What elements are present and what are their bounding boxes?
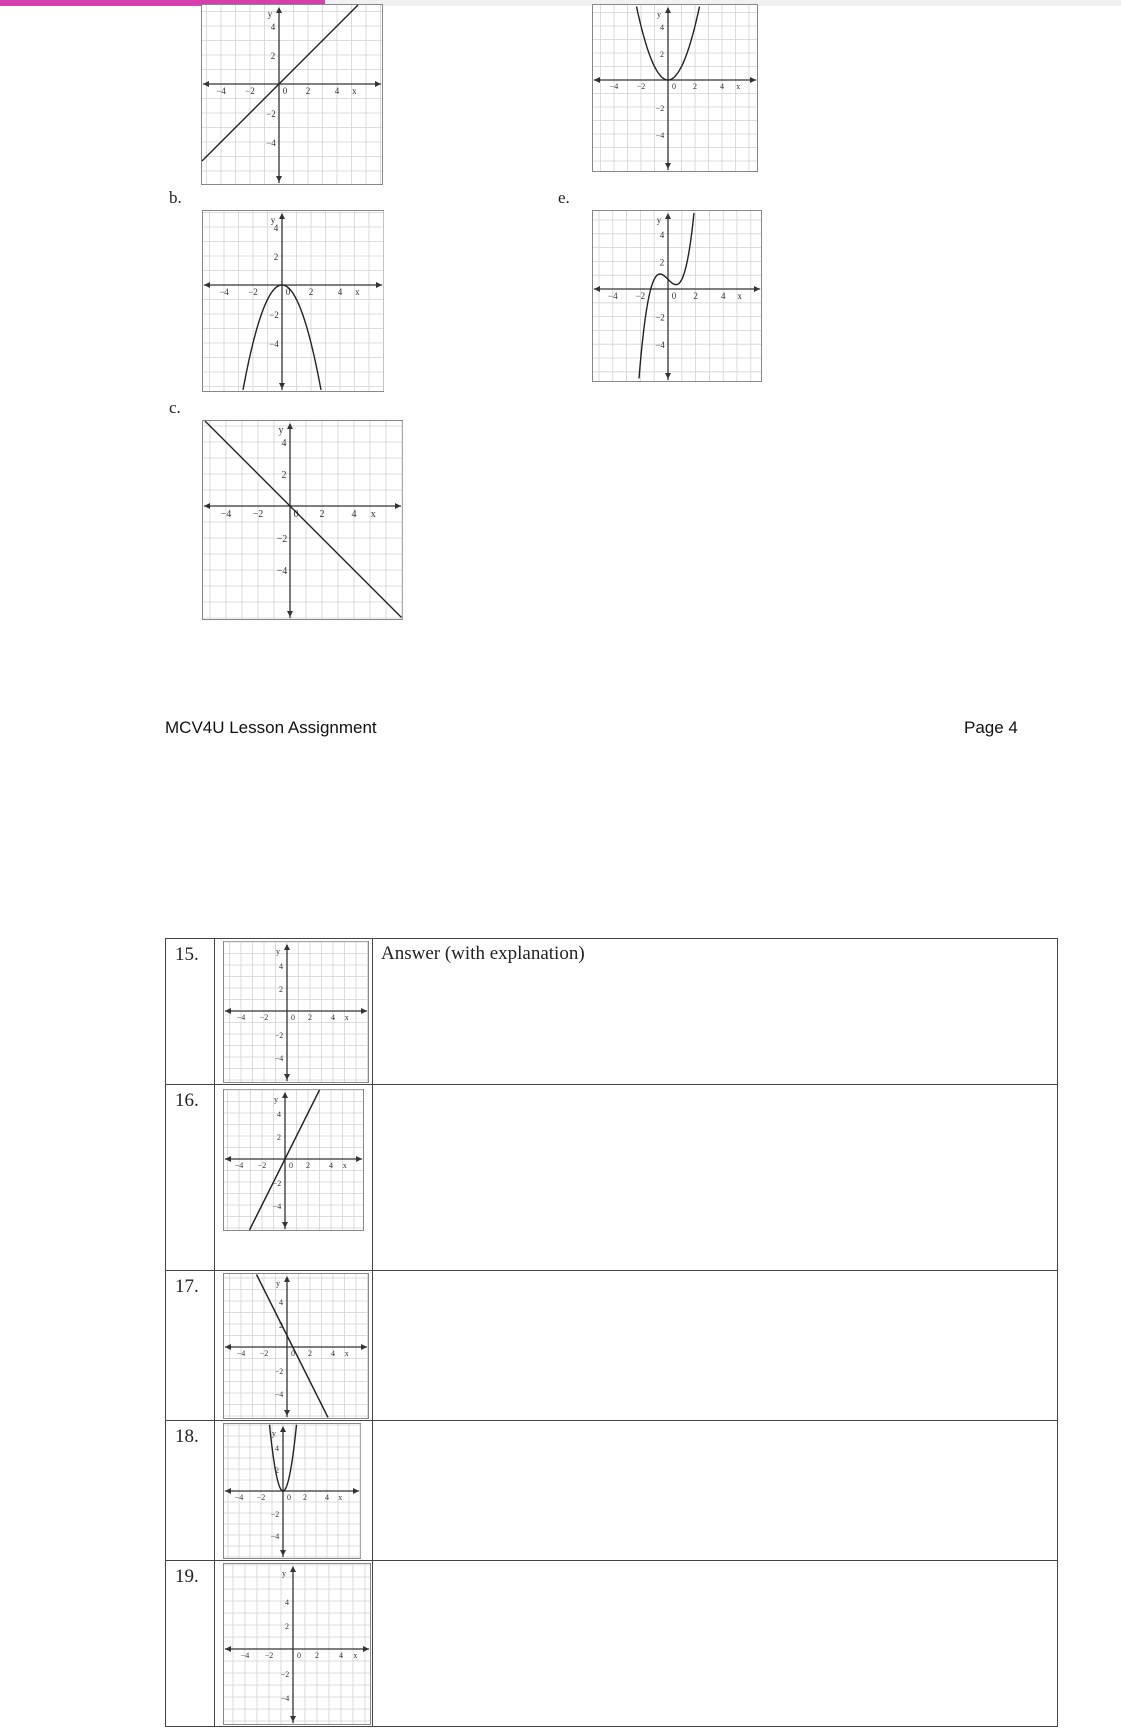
question-number: 17. [175, 1276, 199, 1297]
origin-label: 0 [297, 1651, 301, 1660]
x-tick-label: 2 [303, 1493, 307, 1502]
y-tick-label: −2 [276, 534, 288, 545]
x-tick-label: −2 [257, 1161, 267, 1170]
x-tick-label: −4 [240, 1651, 250, 1660]
origin-label: 0 [282, 86, 288, 96]
graph-frame [203, 421, 403, 620]
x-tick-label: −4 [234, 1161, 244, 1170]
origin-label: 0 [672, 82, 676, 91]
y-tick-label: 4 [285, 1598, 289, 1607]
y-tick-label: 4 [270, 22, 276, 32]
option-e-graph [592, 210, 762, 382]
x-tick-label: −4 [608, 291, 618, 301]
x-tick-label: 4 [331, 1013, 335, 1022]
y-tick-label: −4 [270, 1532, 280, 1541]
y-axis-label: y [272, 1429, 276, 1438]
question-number-cell [166, 1271, 215, 1421]
question-16-graph [223, 1089, 364, 1231]
y-axis-label: y [276, 947, 280, 956]
graph-frame [203, 211, 384, 392]
y-tick-label: −4 [280, 1694, 290, 1703]
y-tick-label: −2 [272, 1179, 282, 1188]
x-tick-label: 4 [720, 82, 724, 91]
answer-cell[interactable] [373, 1561, 1058, 1727]
x-tick-label: −2 [256, 1493, 266, 1502]
x-tick-label: −2 [264, 1651, 274, 1660]
origin-label: 0 [293, 509, 299, 520]
y-axis-label: y [656, 215, 662, 225]
x-tick-label: 2 [308, 287, 314, 297]
question-15-graph [223, 941, 369, 1083]
x-axis-label: x [353, 1651, 358, 1660]
x-tick-label: −2 [636, 82, 646, 91]
option-d-graph [592, 4, 758, 172]
x-axis-label: x [736, 82, 741, 91]
x-tick-label: −2 [635, 291, 646, 301]
question-number: 15. [175, 944, 199, 965]
graph-frame [224, 942, 369, 1083]
origin-label: 0 [285, 287, 291, 297]
y-axis-label: y [274, 1095, 278, 1104]
question-19-graph [223, 1563, 371, 1725]
origin-label: 0 [291, 1013, 295, 1022]
y-tick-label: −2 [280, 1670, 290, 1679]
y-tick-label: 2 [281, 470, 287, 481]
y-axis-label: y [267, 9, 273, 19]
y-tick-label: 2 [277, 1133, 281, 1142]
y-tick-label: −4 [655, 131, 665, 140]
x-tick-label: 4 [329, 1161, 333, 1170]
y-tick-label: 4 [273, 223, 279, 233]
y-tick-label: −4 [269, 339, 279, 349]
x-tick-label: −4 [216, 86, 226, 96]
y-axis-label: y [276, 1279, 280, 1288]
y-axis-label: y [270, 215, 276, 225]
y-tick-label: −4 [274, 1054, 284, 1063]
y-tick-label: 2 [279, 1321, 283, 1330]
y-tick-label: −2 [274, 1367, 284, 1376]
x-tick-label: 4 [334, 86, 340, 96]
y-tick-label: 4 [277, 1110, 281, 1119]
question-number: 18. [175, 1426, 199, 1447]
x-axis-label: x [370, 509, 376, 520]
x-tick-label: −4 [236, 1349, 246, 1358]
x-axis-label: x [338, 1493, 343, 1502]
x-axis-label: x [344, 1013, 349, 1022]
y-axis-label: y [278, 425, 284, 436]
question-number-cell [166, 1085, 215, 1271]
question-table [165, 938, 1058, 1727]
table-row [166, 939, 1058, 1085]
question-graph-cell [215, 939, 373, 1085]
option-b-label: b. [169, 188, 182, 207]
y-tick-label: 2 [279, 985, 283, 994]
y-tick-label: 4 [279, 1298, 283, 1307]
question-number-cell [166, 1561, 215, 1727]
answer-cell[interactable] [373, 939, 1058, 1085]
table-row [166, 1271, 1058, 1421]
option-a-graph [201, 4, 383, 185]
x-tick-label: 2 [315, 1651, 319, 1660]
x-tick-label: 2 [306, 1161, 310, 1170]
table-row [166, 1085, 1058, 1271]
question-number: 19. [175, 1566, 199, 1587]
x-axis-label: x [342, 1161, 347, 1170]
x-tick-label: 2 [308, 1349, 312, 1358]
answer-cell[interactable] [373, 1271, 1058, 1421]
y-tick-label: 4 [275, 1444, 279, 1453]
x-tick-label: 2 [319, 509, 325, 520]
y-tick-label: 2 [660, 50, 664, 59]
y-tick-label: −2 [269, 310, 279, 320]
x-tick-label: −4 [219, 287, 229, 297]
question-number-cell [166, 1421, 215, 1561]
answer-header: Answer (with explanation) [381, 943, 585, 964]
question-number-cell [166, 939, 215, 1085]
x-axis-label: x [737, 291, 743, 301]
table-row [166, 1421, 1058, 1561]
option-e-label: e. [558, 188, 570, 207]
x-tick-label: −2 [245, 86, 255, 96]
table-row [166, 1561, 1058, 1727]
y-tick-label: −2 [270, 1510, 280, 1519]
x-tick-label: −2 [248, 287, 258, 297]
y-tick-label: −4 [272, 1202, 282, 1211]
y-tick-label: 4 [279, 962, 283, 971]
x-axis-label: x [355, 287, 360, 297]
question-17-graph [223, 1273, 369, 1419]
y-tick-label: −2 [655, 312, 665, 323]
top-progress-track [0, 0, 1121, 6]
footer-course-title: MCV4U Lesson Assignment [165, 718, 377, 737]
x-tick-label: 4 [339, 1651, 343, 1660]
x-tick-label: 2 [305, 86, 311, 96]
y-tick-label: 4 [660, 23, 664, 32]
y-tick-label: −2 [266, 109, 276, 119]
option-c-label: c. [169, 398, 181, 417]
y-tick-label: −4 [274, 1390, 284, 1399]
x-tick-label: 2 [693, 82, 697, 91]
x-tick-label: 2 [693, 291, 698, 301]
question-graph-cell [215, 1421, 373, 1561]
footer-page-number: Page 4 [964, 718, 1018, 737]
x-tick-label: 4 [351, 509, 357, 520]
x-tick-label: −2 [252, 509, 264, 520]
x-axis-label: x [352, 86, 357, 96]
y-axis-label: y [282, 1569, 286, 1578]
y-tick-label: 4 [659, 229, 665, 240]
x-tick-label: 4 [337, 287, 343, 297]
y-tick-label: −2 [655, 104, 665, 113]
y-tick-label: 4 [281, 438, 287, 449]
graph-frame [224, 1274, 369, 1419]
origin-label: 0 [671, 291, 677, 301]
y-tick-label: 2 [275, 1466, 279, 1475]
y-tick-label: −4 [655, 340, 665, 351]
x-tick-label: 4 [325, 1493, 329, 1502]
graph-frame [224, 1564, 371, 1725]
y-tick-label: 2 [285, 1622, 289, 1631]
x-tick-label: −4 [609, 82, 619, 91]
y-tick-label: −2 [274, 1031, 284, 1040]
y-tick-label: −4 [266, 138, 276, 148]
origin-label: 0 [291, 1349, 295, 1358]
y-axis-label: y [657, 10, 661, 19]
x-tick-label: −4 [220, 509, 232, 520]
x-tick-label: −4 [234, 1493, 244, 1502]
question-graph-cell [215, 1561, 373, 1727]
question-18-graph [223, 1423, 361, 1559]
answer-cell[interactable] [373, 1421, 1058, 1561]
y-tick-label: 2 [270, 51, 276, 61]
y-tick-label: −4 [276, 566, 288, 577]
x-axis-label: x [344, 1349, 349, 1358]
y-tick-label: 2 [659, 257, 665, 268]
option-c-graph [202, 420, 403, 620]
question-graph-cell [215, 1085, 373, 1271]
x-tick-label: −2 [259, 1349, 269, 1358]
origin-label: 0 [289, 1161, 293, 1170]
question-graph-cell [215, 1271, 373, 1421]
question-number: 16. [175, 1090, 199, 1111]
graph-frame [593, 211, 762, 382]
x-tick-label: 4 [720, 291, 726, 301]
option-b-graph [202, 210, 384, 392]
origin-label: 0 [287, 1493, 291, 1502]
x-tick-label: 2 [308, 1013, 312, 1022]
y-tick-label: 2 [273, 252, 279, 262]
x-tick-label: −4 [236, 1013, 246, 1022]
x-tick-label: 4 [331, 1349, 335, 1358]
x-tick-label: −2 [259, 1013, 269, 1022]
answer-cell[interactable] [373, 1085, 1058, 1271]
